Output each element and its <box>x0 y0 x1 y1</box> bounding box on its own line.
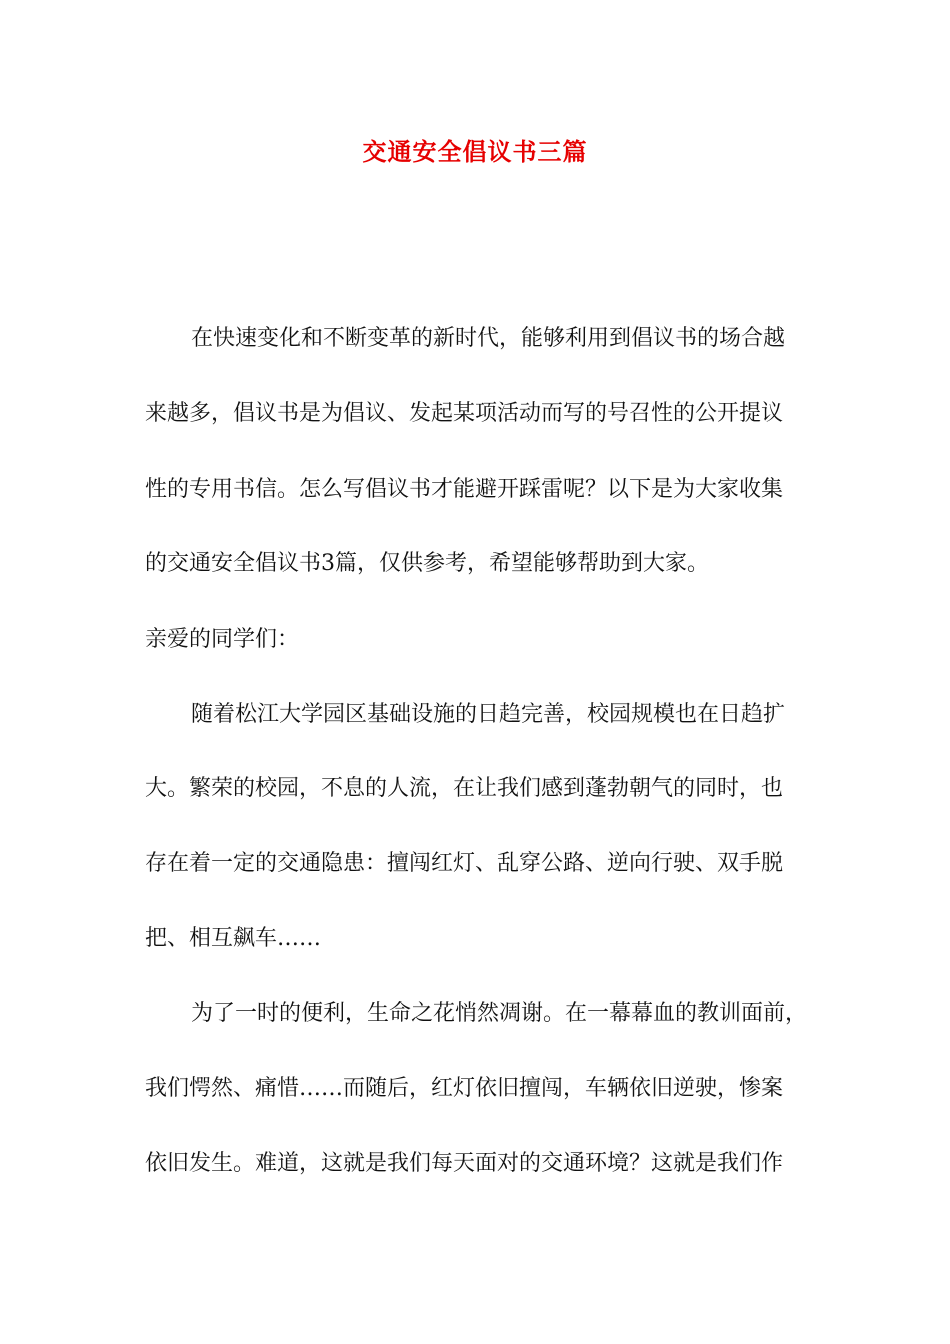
paragraph-1-line-3: 性的专用书信。怎么写倡议书才能避开踩雷呢？以下是为大家收集 <box>145 477 784 502</box>
paragraph-3-line-2: 我们愕然、痛惜……而随后，红灯依旧擅闯，车辆依旧逆驶，惨案 <box>145 1076 784 1101</box>
paragraph-1-line-2: 来越多，倡议书是为倡议、发起某项活动而写的号召性的公开提议 <box>145 401 784 426</box>
paragraph-2-line-2: 大。繁荣的校园，不息的人流，在让我们感到蓬勃朝气的同时，也 <box>145 776 784 801</box>
salutation: 亲爱的同学们： <box>145 627 300 652</box>
paragraph-2-line-1: 随着松江大学园区基础设施的日趋完善，校园规模也在日趋扩 <box>191 702 786 727</box>
paragraph-2-line-3: 存在着一定的交通隐患：擅闯红灯、乱穿公路、逆向行驶、双手脱 <box>145 851 784 876</box>
paragraph-1-line-1: 在快速变化和不断变革的新时代，能够利用到倡议书的场合越 <box>191 326 786 351</box>
paragraph-2-line-4: 把、相互飙车…… <box>145 926 322 951</box>
paragraph-1-line-4: 的交通安全倡议书3篇，仅供参考，希望能够帮助到大家。 <box>145 551 709 576</box>
document-title: 交通安全倡议书三篇 <box>362 138 588 166</box>
paragraph-3-line-1: 为了一时的便利，生命之花悄然凋谢。在一幕幕血的教训面前， <box>191 1001 808 1026</box>
paragraph-3-line-3: 依旧发生。难道，这就是我们每天面对的交通环境？这就是我们作 <box>145 1151 784 1176</box>
